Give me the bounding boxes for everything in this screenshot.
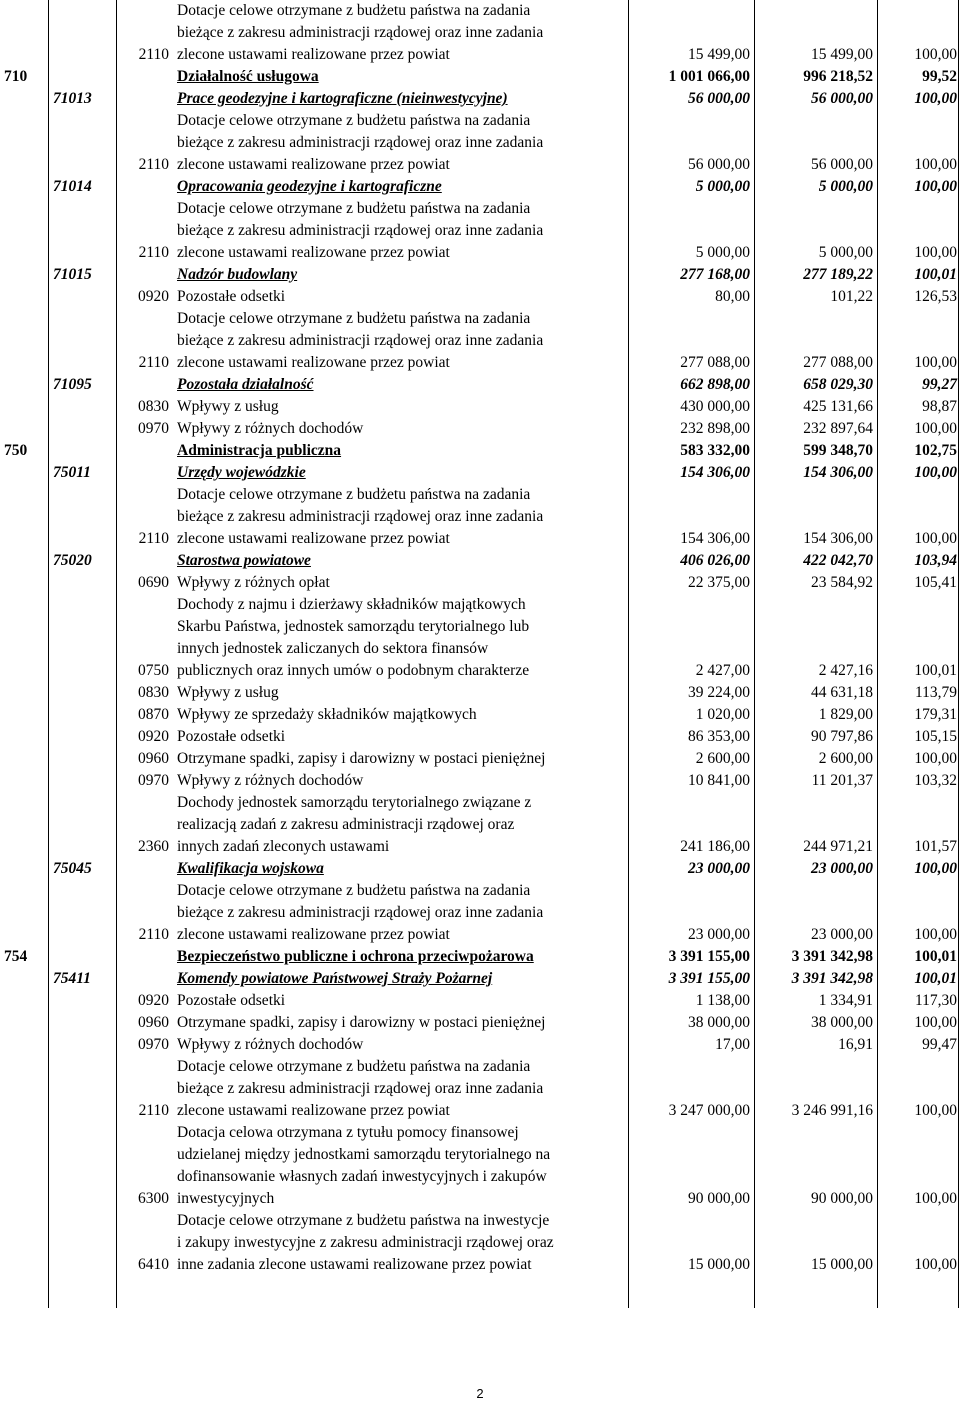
- plan-amount: 277 168,00: [680, 266, 750, 283]
- column-rule: [116, 0, 117, 1308]
- paragraph-code: 0970: [138, 420, 169, 437]
- paragraph-code: [117, 440, 173, 462]
- executed-amount: 3 391 342,98: [791, 970, 873, 987]
- item-name: Dotacja celowa otrzymana z tytułu pomocy finansowej udzielanej między jednostkami samorządu terytorialnego na dofinansowanie własnych zadań inwestycyjnych i zakupów inwestycyjnych: [177, 1124, 551, 1207]
- chapter-code: [49, 66, 117, 88]
- section-code: [0, 286, 49, 308]
- column-rule: [877, 0, 878, 1308]
- item-name: Dotacje celowe otrzymane z budżetu państwa na inwestycje i zakupy inwestycyjne z zakresu administracji rządowej oraz inne zadania zlecone ustawami realizowane przez powiat: [177, 1212, 554, 1273]
- paragraph-row: [0, 418, 960, 440]
- section-code: 750: [4, 442, 28, 459]
- execution-percent: 100,00: [914, 420, 957, 437]
- item-name: Kwalifikacja wojskowa: [177, 860, 324, 877]
- executed-amount: 44 631,18: [811, 684, 873, 701]
- section-code: 754: [4, 948, 28, 965]
- section-code: [0, 462, 49, 484]
- execution-percent: 102,75: [914, 442, 957, 459]
- item-name: Wpływy z różnych dochodów: [177, 772, 364, 789]
- execution-percent: 99,47: [922, 1036, 957, 1053]
- executed-amount: 2 427,16: [818, 662, 873, 679]
- executed-amount: 154 306,00: [803, 464, 873, 481]
- paragraph-code: [117, 968, 173, 990]
- chapter-code: [49, 1122, 117, 1210]
- paragraph-row: [0, 308, 960, 374]
- plan-amount: 232 898,00: [680, 420, 750, 437]
- chapter-row: [0, 374, 960, 396]
- paragraph-code: [117, 550, 173, 572]
- paragraph-code: 0960: [138, 750, 169, 767]
- chapter-row: [0, 968, 960, 990]
- item-name: Dotacje celowe otrzymane z budżetu państwa na zadania bieżące z zakresu administracji rządowej oraz inne zadania zlecone ustawami realizowane przez powiat: [177, 112, 544, 173]
- paragraph-code: 2110: [138, 530, 169, 547]
- section-code: [0, 682, 49, 704]
- section-code: [0, 176, 49, 198]
- item-name: Dotacje celowe otrzymane z budżetu państwa na zadania bieżące z zakresu administracji rządowej oraz inne zadania zlecone ustawami realizowane przez powiat: [177, 882, 544, 943]
- section-code: [0, 550, 49, 572]
- item-name: Bezpieczeństwo publiczne i ochrona przeciwpożarowa: [177, 948, 534, 965]
- plan-amount: 277 088,00: [680, 354, 750, 371]
- plan-amount: 38 000,00: [688, 1014, 750, 1031]
- execution-percent: 101,57: [914, 838, 957, 855]
- paragraph-row: [0, 726, 960, 748]
- plan-amount: 1 138,00: [695, 992, 750, 1009]
- section-row: [0, 66, 960, 88]
- executed-amount: 2 600,00: [818, 750, 873, 767]
- execution-percent: 100,00: [914, 178, 957, 195]
- execution-percent: 100,00: [914, 156, 957, 173]
- executed-amount: 5 000,00: [818, 244, 873, 261]
- chapter-code: [49, 726, 117, 748]
- paragraph-code: [117, 88, 173, 110]
- paragraph-code: [117, 176, 173, 198]
- execution-percent: 103,94: [914, 552, 957, 569]
- paragraph-row: [0, 1122, 960, 1210]
- item-name: Wpływy z różnych opłat: [177, 574, 330, 591]
- executed-amount: 277 189,22: [803, 266, 873, 283]
- execution-percent: 100,01: [914, 970, 957, 987]
- section-code: [0, 1012, 49, 1034]
- execution-percent: 100,00: [914, 1256, 957, 1273]
- paragraph-code: [117, 462, 173, 484]
- item-name: Dochody z najmu i dzierżawy składników majątkowych Skarbu Państwa, jednostek samorządu terytorialnego lub innych jednostek zaliczanych do sektora finansów publicznych oraz innych umów o podobnym charakterze: [177, 596, 530, 679]
- paragraph-code: [117, 264, 173, 286]
- plan-amount: 56 000,00: [688, 90, 750, 107]
- paragraph-code: 0690: [138, 574, 169, 591]
- execution-percent: 103,32: [914, 772, 957, 789]
- plan-amount: 1 020,00: [695, 706, 750, 723]
- paragraph-code: 0830: [138, 684, 169, 701]
- paragraph-row: [0, 1210, 960, 1276]
- plan-amount: 583 332,00: [680, 442, 750, 459]
- execution-percent: 98,87: [922, 398, 957, 415]
- section-code: [0, 880, 49, 946]
- section-code: [0, 1210, 49, 1276]
- paragraph-code: 0920: [138, 288, 169, 305]
- plan-amount: 56 000,00: [688, 156, 750, 173]
- execution-percent: 100,00: [914, 530, 957, 547]
- chapter-code: [49, 572, 117, 594]
- item-name: Wpływy z usług: [177, 398, 279, 415]
- plan-amount: 10 841,00: [688, 772, 750, 789]
- item-name: Administracja publiczna: [177, 442, 342, 459]
- executed-amount: 3 246 991,16: [791, 1102, 873, 1119]
- chapter-code: [49, 770, 117, 792]
- paragraph-row: [0, 880, 960, 946]
- executed-amount: 1 829,00: [818, 706, 873, 723]
- chapter-code: 75411: [53, 970, 91, 987]
- paragraph-row: [0, 792, 960, 858]
- paragraph-code: 0830: [138, 398, 169, 415]
- execution-percent: 105,41: [914, 574, 957, 591]
- execution-percent: 100,00: [914, 750, 957, 767]
- paragraph-row: [0, 770, 960, 792]
- execution-percent: 179,31: [914, 706, 957, 723]
- column-rule: [754, 0, 755, 1308]
- execution-percent: 113,79: [914, 684, 957, 701]
- executed-amount: 5 000,00: [818, 178, 873, 195]
- plan-amount: 5 000,00: [695, 178, 750, 195]
- chapter-row: [0, 462, 960, 484]
- section-code: [0, 1056, 49, 1122]
- executed-amount: 56 000,00: [811, 90, 873, 107]
- section-code: [0, 792, 49, 858]
- chapter-row: [0, 264, 960, 286]
- section-code: [0, 418, 49, 440]
- chapter-row: [0, 858, 960, 880]
- section-code: [0, 1034, 49, 1056]
- item-name: Pozostałe odsetki: [177, 992, 286, 1009]
- executed-amount: 56 000,00: [811, 156, 873, 173]
- execution-percent: 99,52: [922, 68, 957, 85]
- chapter-code: [49, 946, 117, 968]
- paragraph-row: [0, 572, 960, 594]
- execution-percent: 126,53: [914, 288, 957, 305]
- item-name: Dotacje celowe otrzymane z budżetu państwa na zadania bieżące z zakresu administracji rządowej oraz inne zadania zlecone ustawami realizowane przez powiat: [177, 1058, 544, 1119]
- paragraph-row: [0, 990, 960, 1012]
- paragraph-code: [117, 946, 173, 968]
- paragraph-code: 0920: [138, 728, 169, 745]
- executed-amount: 422 042,70: [803, 552, 873, 569]
- plan-amount: 90 000,00: [688, 1190, 750, 1207]
- executed-amount: 101,22: [830, 288, 873, 305]
- execution-percent: 100,00: [914, 46, 957, 63]
- paragraph-code: 6300: [138, 1190, 169, 1207]
- paragraph-row: [0, 1056, 960, 1122]
- chapter-code: [49, 990, 117, 1012]
- executed-amount: 1 334,91: [818, 992, 873, 1009]
- plan-amount: 22 375,00: [688, 574, 750, 591]
- item-name: Nadzór budowlany: [177, 266, 298, 283]
- chapter-row: [0, 176, 960, 198]
- paragraph-row: [0, 396, 960, 418]
- execution-percent: 100,00: [914, 860, 957, 877]
- plan-amount: 15 499,00: [688, 46, 750, 63]
- execution-percent: 100,01: [914, 662, 957, 679]
- plan-amount: 1 001 066,00: [668, 68, 750, 85]
- chapter-code: [49, 682, 117, 704]
- paragraph-row: [0, 704, 960, 726]
- paragraph-row: [0, 594, 960, 682]
- executed-amount: 599 348,70: [803, 442, 873, 459]
- paragraph-row: [0, 286, 960, 308]
- executed-amount: 23 584,92: [811, 574, 873, 591]
- paragraph-code: 2360: [138, 838, 169, 855]
- paragraph-code: 2110: [138, 244, 169, 261]
- execution-percent: 100,00: [914, 1014, 957, 1031]
- section-code: [0, 990, 49, 1012]
- executed-amount: 658 029,30: [803, 376, 873, 393]
- executed-amount: 11 201,37: [811, 772, 873, 789]
- paragraph-code: 0970: [138, 772, 169, 789]
- execution-percent: 117,30: [914, 992, 957, 1009]
- section-code: [0, 770, 49, 792]
- execution-percent: 100,00: [914, 464, 957, 481]
- executed-amount: 3 391 342,98: [791, 948, 873, 965]
- paragraph-code: 2110: [138, 926, 169, 943]
- column-rule: [628, 0, 629, 1308]
- item-name: Dotacje celowe otrzymane z budżetu państwa na zadania bieżące z zakresu administracji rządowej oraz inne zadania zlecone ustawami realizowane przez powiat: [177, 2, 544, 63]
- page-number: 2: [476, 1386, 484, 1401]
- chapter-code: 71095: [53, 376, 92, 393]
- chapter-code: [49, 484, 117, 550]
- chapter-code: [49, 748, 117, 770]
- execution-percent: 100,01: [914, 266, 957, 283]
- paragraph-row: [0, 1034, 960, 1056]
- plan-amount: 23 000,00: [688, 860, 750, 877]
- chapter-code: [49, 1210, 117, 1276]
- paragraph-row: [0, 198, 960, 264]
- execution-percent: 100,00: [914, 354, 957, 371]
- section-code: [0, 264, 49, 286]
- section-code: [0, 594, 49, 682]
- plan-amount: 3 391 155,00: [668, 948, 750, 965]
- section-code: [0, 704, 49, 726]
- section-code: [0, 396, 49, 418]
- paragraph-code: 2110: [138, 354, 169, 371]
- paragraph-row: [0, 748, 960, 770]
- executed-amount: 90 000,00: [811, 1190, 873, 1207]
- paragraph-row: [0, 484, 960, 550]
- executed-amount: 425 131,66: [803, 398, 873, 415]
- paragraph-code: 2110: [138, 156, 169, 173]
- paragraph-code: 0750: [138, 662, 169, 679]
- chapter-code: [49, 1034, 117, 1056]
- chapter-code: [49, 880, 117, 946]
- plan-amount: 86 353,00: [688, 728, 750, 745]
- item-name: Opracowania geodezyjne i kartograficzne: [177, 178, 442, 195]
- executed-amount: 90 797,86: [811, 728, 873, 745]
- plan-amount: 2 600,00: [695, 750, 750, 767]
- section-code: [0, 198, 49, 264]
- executed-amount: 277 088,00: [803, 354, 873, 371]
- chapter-code: 71015: [53, 266, 92, 283]
- chapter-code: [49, 1012, 117, 1034]
- chapter-code: [49, 110, 117, 176]
- paragraph-code: 0960: [138, 1014, 169, 1031]
- item-name: Wpływy z różnych dochodów: [177, 420, 364, 437]
- item-name: Otrzymane spadki, zapisy i darowizny w postaci pieniężnej: [177, 750, 546, 767]
- chapter-row: [0, 88, 960, 110]
- executed-amount: 996 218,52: [803, 68, 873, 85]
- chapter-code: [49, 198, 117, 264]
- executed-amount: 23 000,00: [811, 926, 873, 943]
- section-code: 710: [4, 68, 28, 85]
- section-code: [0, 748, 49, 770]
- chapter-row: [0, 550, 960, 572]
- chapter-code: 71014: [53, 178, 92, 195]
- execution-percent: 105,15: [914, 728, 957, 745]
- section-code: [0, 726, 49, 748]
- paragraph-code: 0870: [138, 706, 169, 723]
- item-name: Otrzymane spadki, zapisy i darowizny w postaci pieniężnej: [177, 1014, 546, 1031]
- executed-amount: 23 000,00: [811, 860, 873, 877]
- chapter-code: [49, 418, 117, 440]
- executed-amount: 244 971,21: [803, 838, 873, 855]
- section-code: [0, 858, 49, 880]
- item-name: Pozostałe odsetki: [177, 728, 286, 745]
- plan-amount: 430 000,00: [680, 398, 750, 415]
- executed-amount: 232 897,64: [803, 420, 873, 437]
- paragraph-row: [0, 110, 960, 176]
- section-code: [0, 572, 49, 594]
- item-name: Wpływy z różnych dochodów: [177, 1036, 364, 1053]
- item-name: Dochody jednostek samorządu terytorialnego związane z realizacją zadań z zakresu administracji rządowej oraz innych zadań zleconych ustawami: [177, 794, 532, 855]
- executed-amount: 154 306,00: [803, 530, 873, 547]
- paragraph-code: [117, 374, 173, 396]
- item-name: Pozostała działalność: [177, 376, 314, 393]
- paragraph-code: 0920: [138, 992, 169, 1009]
- item-name: Dotacje celowe otrzymane z budżetu państwa na zadania bieżące z zakresu administracji rządowej oraz inne zadania zlecone ustawami realizowane przez powiat: [177, 310, 544, 371]
- plan-amount: 406 026,00: [680, 552, 750, 569]
- section-code: [0, 0, 49, 66]
- item-name: Działalność usługowa: [177, 68, 319, 85]
- section-code: [0, 110, 49, 176]
- paragraph-row: [0, 682, 960, 704]
- execution-percent: 100,00: [914, 244, 957, 261]
- plan-amount: 39 224,00: [688, 684, 750, 701]
- item-name: Pozostałe odsetki: [177, 288, 286, 305]
- paragraph-code: 2110: [138, 46, 169, 63]
- paragraph-code: [117, 66, 173, 88]
- execution-percent: 100,00: [914, 1190, 957, 1207]
- item-name: Wpływy z usług: [177, 684, 279, 701]
- chapter-code: [49, 792, 117, 858]
- chapter-code: [49, 594, 117, 682]
- chapter-code: [49, 396, 117, 418]
- chapter-code: [49, 704, 117, 726]
- chapter-code: 75045: [53, 860, 92, 877]
- chapter-code: [49, 440, 117, 462]
- executed-amount: 15 499,00: [811, 46, 873, 63]
- plan-amount: 23 000,00: [688, 926, 750, 943]
- paragraph-code: [117, 858, 173, 880]
- plan-amount: 15 000,00: [688, 1256, 750, 1273]
- section-code: [0, 484, 49, 550]
- section-code: [0, 1122, 49, 1210]
- execution-percent: 100,00: [914, 90, 957, 107]
- plan-amount: 154 306,00: [680, 464, 750, 481]
- paragraph-code: 2110: [138, 1102, 169, 1119]
- section-row: [0, 946, 960, 968]
- plan-amount: 17,00: [715, 1036, 750, 1053]
- plan-amount: 662 898,00: [680, 376, 750, 393]
- item-name: Urzędy wojewódzkie: [177, 464, 306, 481]
- item-name: Wpływy ze sprzedaży składników majątkowych: [177, 706, 477, 723]
- plan-amount: 154 306,00: [680, 530, 750, 547]
- plan-amount: 2 427,00: [695, 662, 750, 679]
- chapter-code: [49, 286, 117, 308]
- plan-amount: 5 000,00: [695, 244, 750, 261]
- paragraph-row: [0, 0, 960, 66]
- item-name: Komendy powiatowe Państwowej Straży Pożarnej: [177, 970, 493, 987]
- item-name: Starostwa powiatowe: [177, 552, 311, 569]
- item-name: Dotacje celowe otrzymane z budżetu państwa na zadania bieżące z zakresu administracji rządowej oraz inne zadania zlecone ustawami realizowane przez powiat: [177, 200, 544, 261]
- plan-amount: 241 186,00: [680, 838, 750, 855]
- section-code: [0, 308, 49, 374]
- column-rule: [958, 0, 959, 1308]
- executed-amount: 15 000,00: [811, 1256, 873, 1273]
- executed-amount: 38 000,00: [811, 1014, 873, 1031]
- plan-amount: 3 391 155,00: [668, 970, 750, 987]
- section-row: [0, 440, 960, 462]
- paragraph-code: 6410: [138, 1256, 169, 1273]
- execution-percent: 100,00: [914, 1102, 957, 1119]
- chapter-code: 71013: [53, 90, 92, 107]
- section-code: [0, 968, 49, 990]
- chapter-code: 75020: [53, 552, 92, 569]
- plan-amount: 80,00: [715, 288, 750, 305]
- column-rule: [48, 0, 49, 1308]
- section-code: [0, 374, 49, 396]
- execution-percent: 99,27: [922, 376, 957, 393]
- paragraph-row: [0, 1012, 960, 1034]
- item-name: Prace geodezyjne i kartograficzne (nieinwestycyjne): [177, 90, 508, 107]
- chapter-code: [49, 308, 117, 374]
- plan-amount: 3 247 000,00: [668, 1102, 750, 1119]
- paragraph-code: 0970: [138, 1036, 169, 1053]
- chapter-code: [49, 0, 117, 66]
- executed-amount: 16,91: [838, 1036, 873, 1053]
- execution-percent: 100,00: [914, 926, 957, 943]
- chapter-code: 75011: [53, 464, 91, 481]
- item-name: Dotacje celowe otrzymane z budżetu państwa na zadania bieżące z zakresu administracji rządowej oraz inne zadania zlecone ustawami realizowane przez powiat: [177, 486, 544, 547]
- chapter-code: [49, 1056, 117, 1122]
- section-code: [0, 88, 49, 110]
- execution-percent: 100,01: [914, 948, 957, 965]
